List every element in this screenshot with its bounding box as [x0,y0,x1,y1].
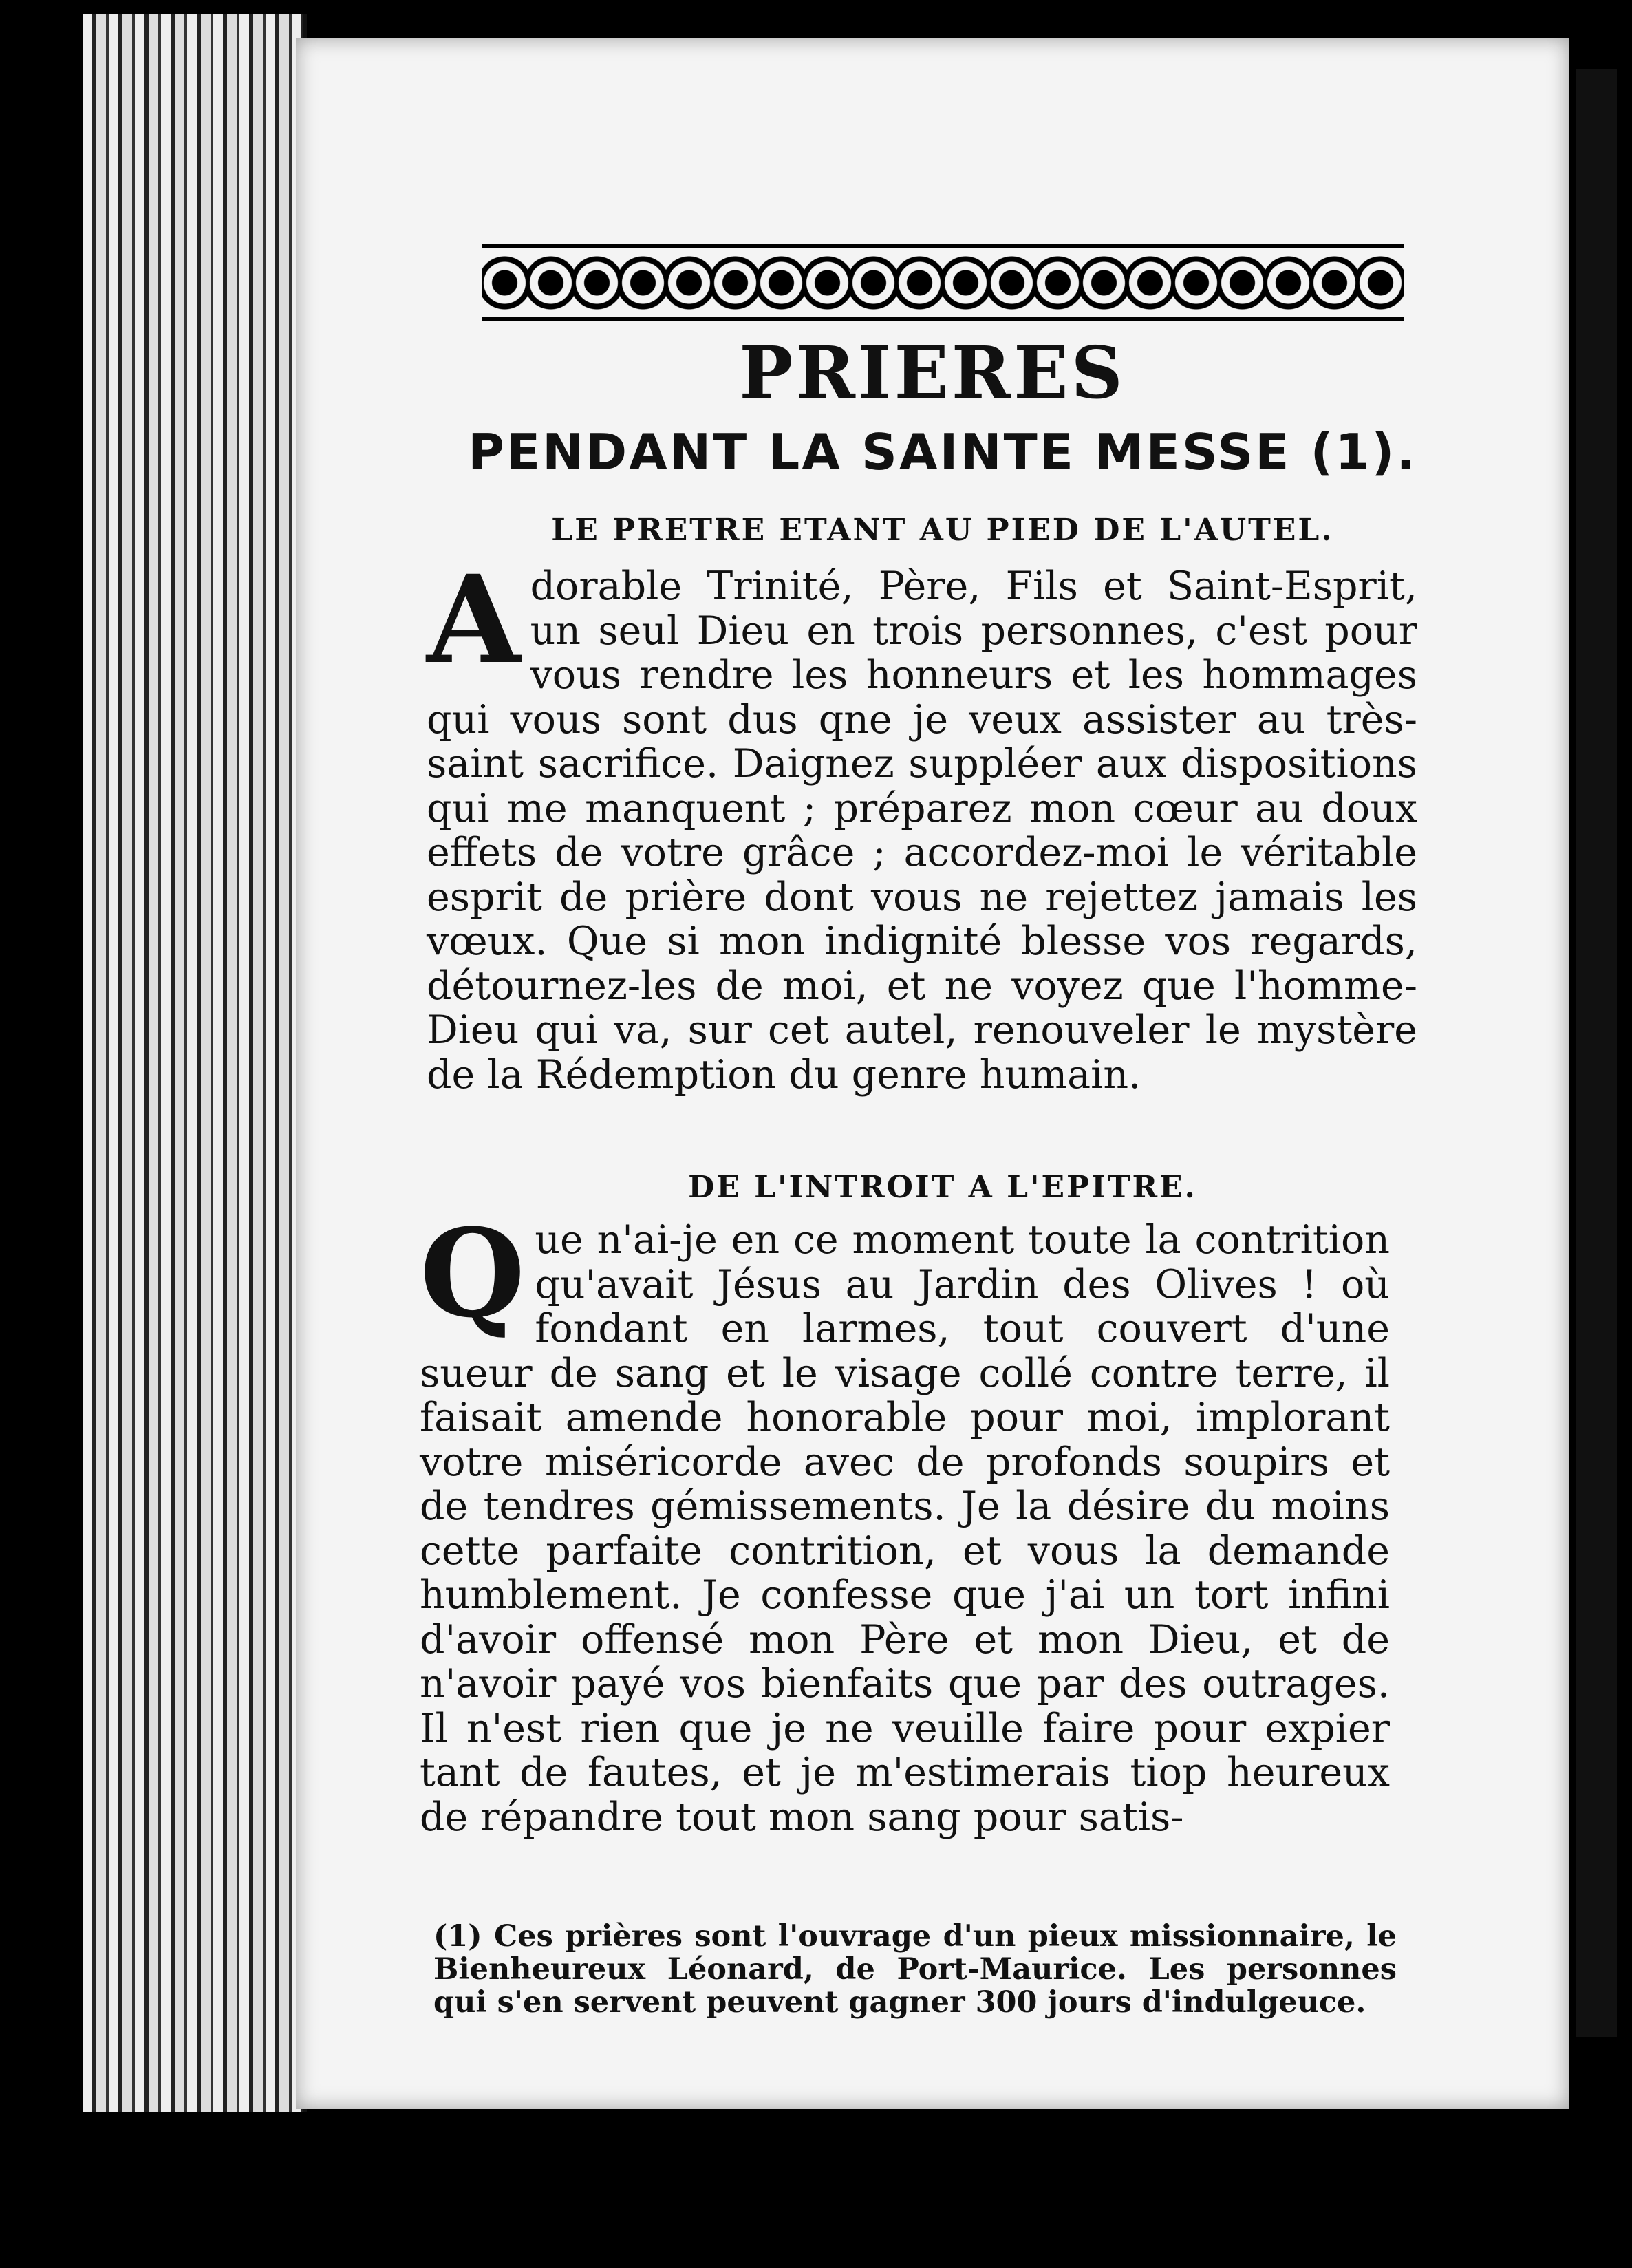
section-heading-1: LE PRETRE ETANT AU PIED DE L'AUTEL. [551,513,1334,548]
paragraph-2-text: ue n'ai-je en ce moment toute la contrition qu'avait Jésus au Jardin des Olives ! où fondant en larmes, tout couvert d'une sueur de sang et le visage collé contre terre, il faisait amende honorable pour moi, implorant votre miséricorde avec de profonds soupirs et de tendres gémissements. Je la désire du moins cette parfaite contrition, et vous la demande humblement. Je confesse que j'ai un tort infini d'avoir offensé mon Père et mon Dieu, et de n'avoir payé vos bienfaits que par des outrages. Il n'est rien que je ne veuille faire pour expier tant de fautes, et je m'estimerais tiop heureux de répandre tout mon sang pour satis- [420,1217,1390,1840]
section-heading-2: DE L'INTROIT A L'EPITRE. [688,1170,1197,1205]
book-page-edges [83,14,307,2112]
decorative-ornament-band [482,244,1404,321]
page-subtitle: PENDANT LA SAINTE MESSE (1). [468,423,1417,481]
paragraph-2 [420,1202,1390,1840]
book-cover-edge [1576,69,1617,2037]
footnote: (1) Ces prières sont l'ouvrage d'un pieux missionnaire, le Bienheureux Léonard, de Port-Maurice. Les personnes qui s'en servent peuvent gagner 300 jours d'indulgeuce. [433,1919,1397,2020]
paragraph-1-text: dorable Trinité, Père, Fils et Saint-Esprit, un seul Dieu en trois personnes, c'est pour vous rendre les honneurs et les hommages qui vous sont dus qne je veux assister au très-saint sacrifice. Daignez suppléer aux dispositions qui me manquent ; préparez mon cœur au doux effets de votre grâce ; accordez-moi le véritable esprit de prière dont vous ne rejettez jamais les vœux. Que si mon indignité blesse vos regards, détournez-les de moi, et ne voyez que l'homme-Dieu qui va, sur cet autel, renouveler le mystère de la Rédemption du genre humain. [427,564,1417,1098]
dropcap-1: A [427,548,521,691]
dropcap-2: Q [420,1202,526,1345]
paragraph-1 [427,548,1417,1098]
page-title: PRIERES [739,330,1126,415]
